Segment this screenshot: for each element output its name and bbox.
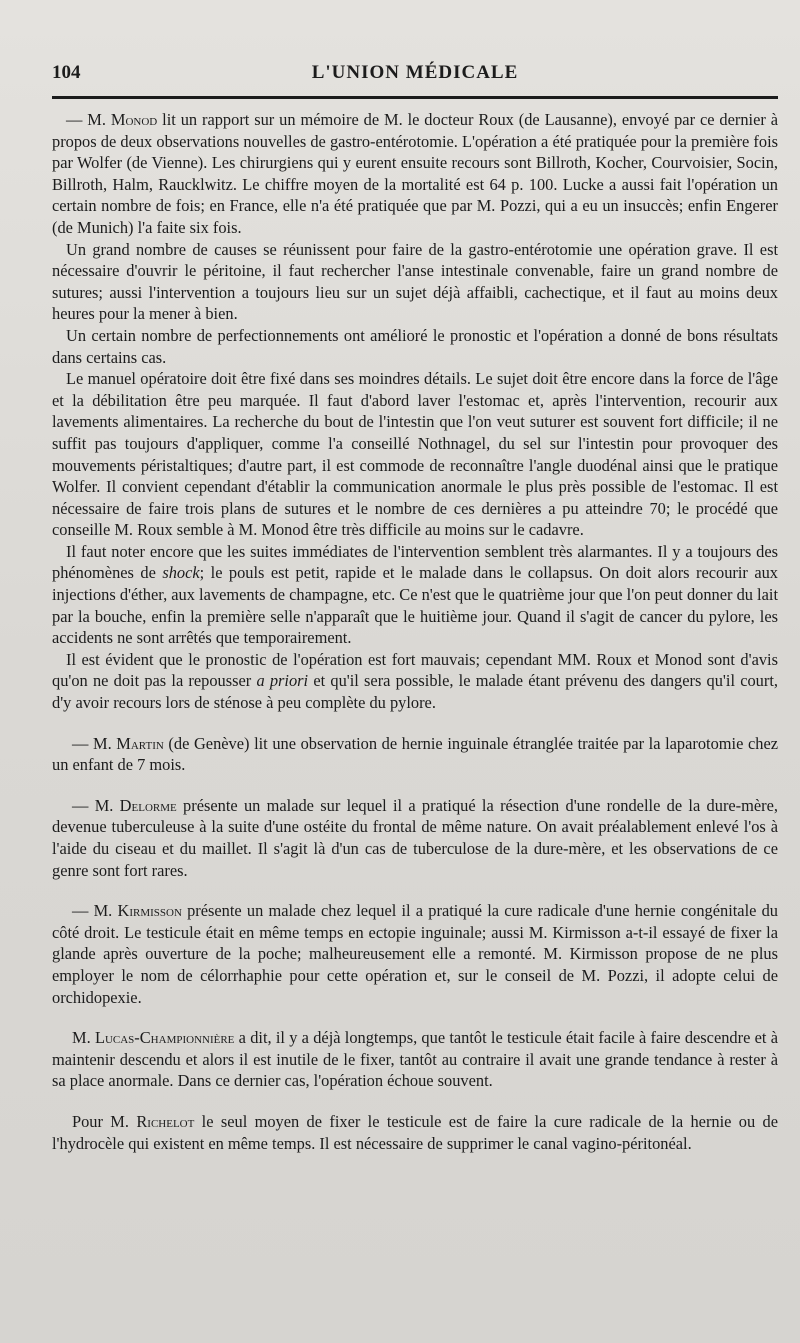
article-body <box>52 109 778 1154</box>
text-run: présente un malade chez lequel il a pratiqué la cure radicale d'une hernie congénitale du côté droit. Le testicule était en même temps en ectopie inguinale; aussi M. Kirmisson a-t-il essayé de fixer la glande après ouverture de la poche; malheureusement elle a remonté. M. Kirmisson propose de ne plus employer le nom de célorrhaphie pour cette opération et, sur le conseil de M. Pozzi, il adopte celui de orchidopexie. <box>52 901 779 1007</box>
page-header <box>52 62 778 92</box>
paragraph-p5 <box>52 541 778 649</box>
text-run: Un grand nombre de causes se réunissent pour faire de la gastro-entérotomie une opération grave. Il est nécessaire d'ouvrir le péritoine, il faut rechercher l'anse intestinale convenable, faire un grand nombre de sutures; aussi l'intervention a toujours lieu sur un sujet déjà affaibli, cachectique, et il faut au moins deux heures pour la mener à bien. <box>52 239 778 324</box>
speaker-name: Martin <box>116 733 164 753</box>
speaker-name: Kirmisson <box>117 901 182 921</box>
text-run: Le manuel opératoire doit être fixé dans ses moindres détails. Le sujet doit être encore dans la force de l'âge et la débilitation être peu marquée. Il faut d'abord laver l'estomac et, après l'intervention, recourir aux lavements alimentaires. La recherche du bout de l'intestin que l'on veut suturer est souvent fort difficile; il ne suffit pas toujours d'appliquer, comme l'a conseillé Nothnagel, du sel sur l'intestin pour provoquer des mouvements péristaltiques; d'autre part, il est commode de reconnaître l'angle duodénal ainsi que le pratique Wolfer. Il convient cependant d'établir la communication anormale le plus près possible de l'estomac. Il est nécessaire de faire trois plans de sutures et le nombre de ces dernières a pu atteindre 70; le procédé que conseille M. Roux semble à M. Monod être très difficile au moins sur le cadavre. <box>52 369 778 540</box>
speaker-name: Delorme <box>119 795 177 815</box>
text-run: ; le pouls est petit, rapide et le malade dans le collapsus. On doit alors recourir aux injections d'éther, aux lavements de champagne, etc. Ce n'est que le quatrième jour que l'on peut donner du lait par la bouche, enfin la première selle n'apparaît que le huitième jour. Quand il s'agit de cancer du pylore, les accidents ne sont arrêtés que temporairement. <box>52 563 778 648</box>
paragraph-p1 <box>52 109 778 239</box>
text-run: présente un malade sur lequel il a pratiqué la résection d'une rondelle de la dure-mère, devenue tuberculeuse à la suite d'une ostéite du frontal de même nature. On avait préalablement enlevé l'os à l'aide du ciseau et du maillet. Il s'agit là d'un cas de tuberculose de la dure-mère, et les observations de ce genre sont fort rares. <box>52 795 778 880</box>
header-rule <box>52 96 778 99</box>
paragraph-p6 <box>52 649 778 714</box>
paragraph-p8 <box>52 795 778 881</box>
speaker-name: Lucas-Championnière <box>94 1028 235 1048</box>
text-run: Pour M. <box>72 1111 137 1131</box>
paragraph-p3 <box>52 325 778 368</box>
text-run: a dit, il y a déjà longtemps, que tantôt le testicule était facile à faire descendre et à maintenir descendu et alors il est inutile de le fixer, tantôt au contraire il avait une grande tendance à rester à sa place anormale. Dans ce dernier cas, l'opération échoue souvent. <box>52 1028 778 1091</box>
italic-term: shock <box>162 563 200 583</box>
text-run: — M. <box>72 795 120 815</box>
running-title: L'UNION MÉDICALE <box>311 62 519 83</box>
paragraph-p2 <box>52 239 778 325</box>
page-number: 104 <box>52 62 81 83</box>
paragraph-p11 <box>52 1111 778 1154</box>
speaker-name: Richelot <box>136 1111 195 1131</box>
paragraph-p4 <box>52 368 778 541</box>
paragraph-p9 <box>52 900 778 1008</box>
text-run: M. <box>72 1028 95 1048</box>
text-run: Il faut noter encore que les suites immédiates de l'intervention semblent très alarmantes. Il y a toujours des phénomènes de <box>52 541 778 583</box>
paragraph-p7 <box>52 733 778 776</box>
text-run: Il est évident que le pronostic de l'opération est fort mauvais; cependant MM. Roux et Monod sont d'avis qu'on ne doit pas la repousser <box>52 649 778 691</box>
text-run: — M. <box>72 901 118 921</box>
text-run: — M. <box>72 733 117 753</box>
text-run: (de Genève) lit une observation de hernie inguinale étranglée traitée par la laparotomie chez un enfant de 7 mois. <box>52 733 778 775</box>
paragraph-p10 <box>52 1027 778 1092</box>
text-run: lit un rapport sur un mémoire de M. le docteur Roux (de Lausanne), envoyé par ce dernier à propos de deux observations nouvelles de gastro-entérotomie. L'opération a été pratiquée pour la première fois par Wolfer (de Vienne). Les chirurgiens qui y eurent ensuite recours sont Billroth, Kocher, Courvoisier, Socin, Billroth, Halm, Raucklwitz. Le chiffre moyen de la mortalité est 64 p. 100. Lucke a aussi fait l'opération un certain nombre de fois; en France, elle n'a été pratiquée que par M. Pozzi, qui a eu un insuccès; enfin Engerer (de Munich) l'a faite six fois. <box>52 110 778 237</box>
text-run: — M. <box>66 110 111 129</box>
italic-term: a priori <box>256 671 309 691</box>
text-run: et qu'il sera possible, le malade étant prévenu des dangers qu'il court, d'y avoir recours lors de sténose à peu complète du pylore. <box>52 671 778 713</box>
text-run: Un certain nombre de perfectionnements ont amélioré le pronostic et l'opération a donné de bons résultats dans certains cas. <box>52 325 778 367</box>
text-run: le seul moyen de fixer le testicule est de faire la cure radicale de la hernie ou de l'hydrocèle qui existent en même temps. Il est nécessaire de supprimer le canal vagino-péritonéal. <box>52 1111 778 1153</box>
speaker-name: Monod <box>110 110 158 129</box>
